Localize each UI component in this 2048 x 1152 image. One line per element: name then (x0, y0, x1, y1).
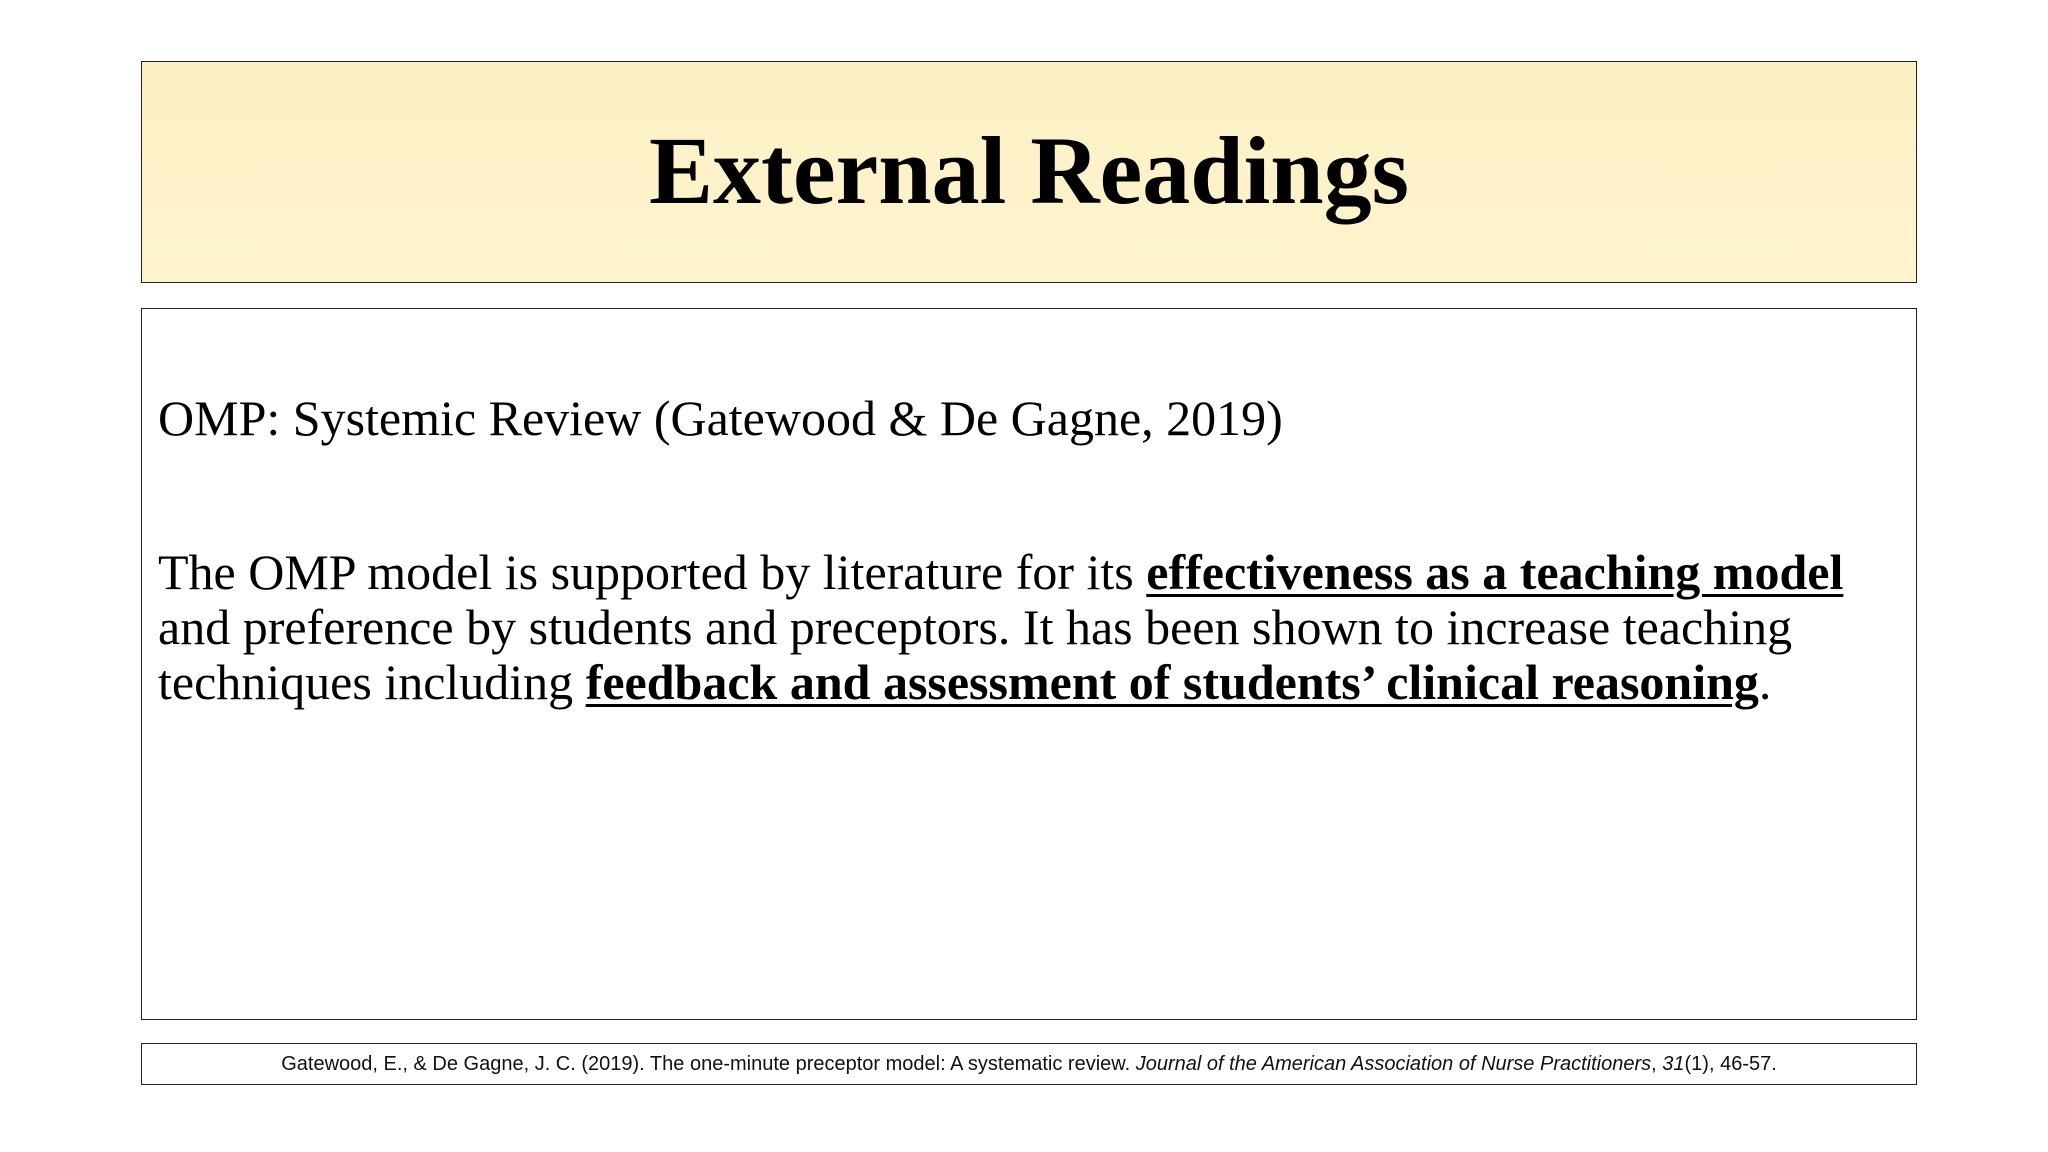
citation-footer (141, 1043, 1917, 1085)
summary-text-1: The OMP model is supported by literature for its (158, 544, 1147, 600)
citation-journal: Journal of the American Association of Nurse Practitioners (1135, 1052, 1652, 1075)
citation-separator: , (1651, 1052, 1663, 1075)
summary-emphasis-effectiveness: effectiveness as a teaching model (1146, 544, 1844, 600)
citation-authors-title: Gatewood, E., & De Gagne, J. C. (2019). The one-minute preceptor model: A systematic review. (281, 1052, 1136, 1075)
summary-emphasis-feedback: feedback and assessment of students’ clinical reasoning (585, 654, 1759, 710)
title-banner (141, 61, 1917, 283)
summary-text-2: and preference by students and preceptors. It has been shown to increase teaching techniques including (158, 599, 1793, 710)
citation-issue-pages: (1), 46-57. (1684, 1052, 1777, 1075)
slide-title: External Readings (648, 116, 1410, 224)
citation-volume: 31 (1662, 1052, 1685, 1075)
content-panel (141, 308, 1917, 1020)
reading-summary (158, 545, 1908, 710)
reading-subheading: OMP: Systemic Review (Gatewood & De Gagne, 2019) (158, 390, 1283, 446)
citation-text (281, 1053, 1777, 1076)
summary-text-3: . (1758, 654, 1772, 710)
